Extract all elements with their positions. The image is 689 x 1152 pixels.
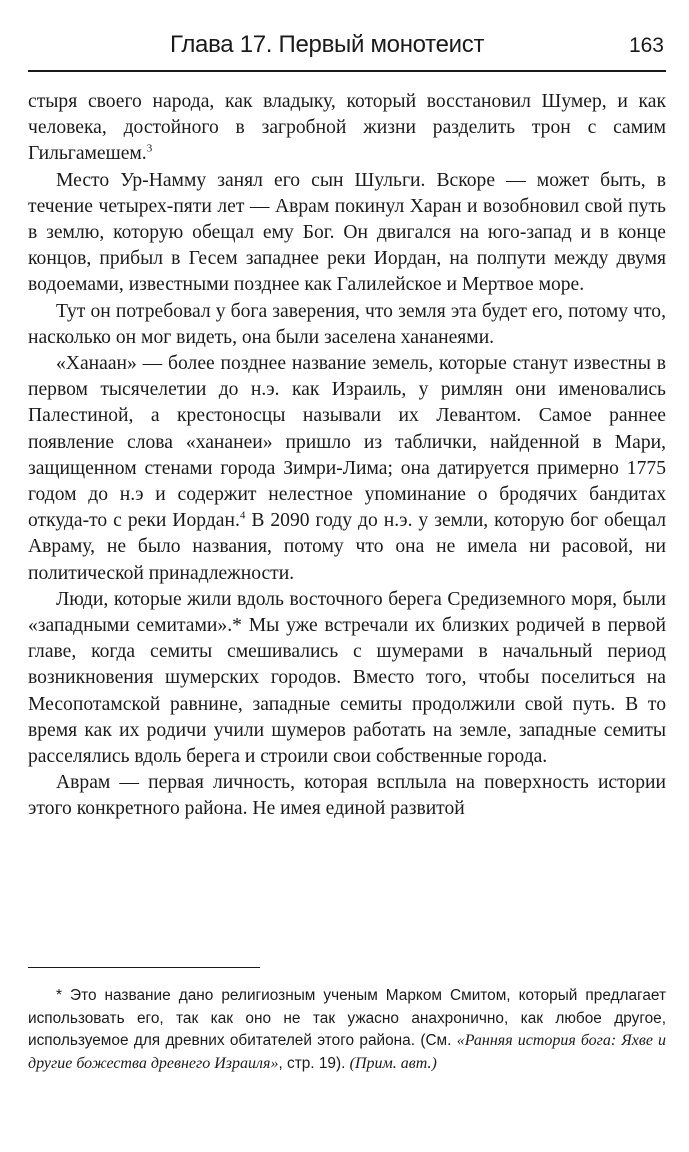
footnote-ref: * xyxy=(232,615,242,637)
paragraph-text: Люди, которые жили вдоль восточного берега Средиземного моря, были «западными семитами». xyxy=(28,588,666,637)
paragraph-text: стыря своего народа, как владыку, который восстановил Шумер, и как человека, достойного в загробной жизни разделить трон с самим Гильгамешем. xyxy=(28,91,666,165)
page-number: 163 xyxy=(628,34,664,57)
paragraph-text: «Ханаан» — более позднее название земель, которые станут известны в первом тысячелетии до н.э. как Израиль, у римлян они именовались Палестиной, а крестоносцы называли их Левантом. Самое раннее появление слова «хананеи» пришло из таблички, найденной в Мари, защищенном стенами города Зимри-Лима; она датируется примерно 1775 годом до н.э и содержит нелестное упоминание о бродячих бандитах откуда-то с реки Иордан. xyxy=(28,353,666,532)
body-text xyxy=(28,89,666,823)
endnote-ref: 3 xyxy=(146,142,153,155)
footnote-book-title: «Ранняя история бога: Яхве и другие божества древнего Израиля» xyxy=(28,1032,667,1072)
paragraph-text: В 2090 году до н.э. у земли, которую бог обещал Авраму, не было названия, потому что она не имела ни расовой, ни политической принадлежности. xyxy=(28,510,666,584)
footnote-text: , стр. 19). xyxy=(278,1054,350,1072)
paragraph: Тут он потребовал у бога заверения, что земля эта будет его, потому что, насколько он мог видеть, она были заселена хананеями. xyxy=(28,300,666,348)
paragraph xyxy=(28,351,666,587)
footnote-text: * Это название дано религиозным ученым Марком Смитом, который предлагает использовать его, так как оно не так ужасно анахронично, как любое другое, используемое для древних обитателей этого района. (См. xyxy=(28,987,666,1050)
paragraph xyxy=(28,587,666,770)
paragraph xyxy=(28,89,666,168)
paragraph: Аврам — первая личность, которая всплыла на поверхность истории этого конкретного района. Не имея единой развитой xyxy=(28,772,666,820)
page-header xyxy=(28,30,666,72)
footnote-author-note: (Прим. авт.) xyxy=(349,1054,437,1072)
endnote-ref: 4 xyxy=(239,509,246,522)
running-head: Глава 17. Первый монотеист xyxy=(170,31,485,58)
paragraph-text: Мы уже встречали их близких родичей в первой главе, когда семиты смешивались с шумерами в начальный период возникновения шумерских городов. Вместо того, чтобы поселиться на Месопотамской равнине, западные семиты продолжили свой путь. В то время как их родичи учили шумеров работать на земле, западные семиты расселялись вдоль берега и строили свои собственные города. xyxy=(28,615,666,768)
footnote-rule xyxy=(28,967,260,968)
footnote xyxy=(28,985,666,1075)
paragraph: Место Ур-Намму занял его сын Шульги. Вскоре — может быть, в течение четырех-пяти лет — Аврам покинул Харан и возобновил свой путь в землю, которую обещал ему Бог. Он двигался на юго-запад и в конце концов, прибыл в Гесем западнее реки Иордан, на полпути между двумя водоемами, известными позднее как Галилейское и Мертвое море. xyxy=(28,169,666,296)
